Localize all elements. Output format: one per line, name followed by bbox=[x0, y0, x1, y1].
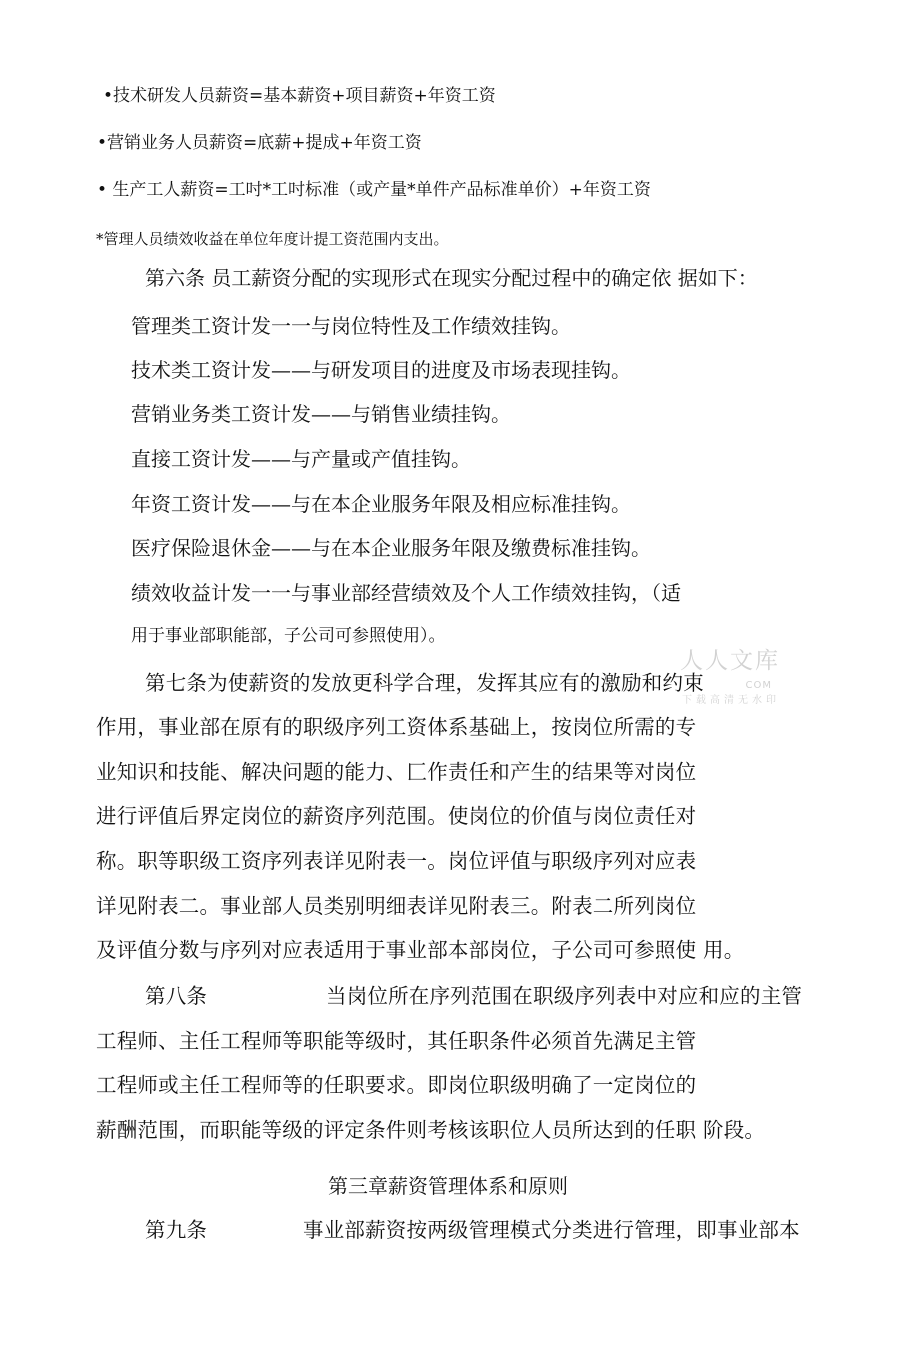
bullet-production-salary: • 生产工人薪资=工吋*工吋标准（或产量*单件产品标准单价）+年资工资 bbox=[97, 180, 651, 200]
bullet-sales-salary: •营销业务人员薪资=底薪+提成+年资工资 bbox=[97, 133, 422, 153]
article6-item: 直接工资计发——与产量或产值挂钩。 bbox=[131, 447, 471, 471]
article8-label: 第八条 bbox=[145, 984, 208, 1008]
article7-line: 作用，事业部在原有的职级序列工资体系基础上，按岗位所需的专 bbox=[96, 715, 697, 739]
article6-heading: 第六条 员工薪资分配的实现形式在现实分配过程中的确定依 据如下： bbox=[145, 266, 758, 290]
article8-line: 薪酬范围，而职能等级的评定条件则考核该职位人员所达到的任职 阶段。 bbox=[96, 1118, 766, 1142]
chapter3-title: 第三章薪资管理体系和原则 bbox=[328, 1174, 568, 1198]
article6-item: 管理类工资计发一一与岗位特性及工作绩效挂钩。 bbox=[131, 314, 571, 338]
article6-item: 绩效收益计发一一与事业部经营绩效及个人工作绩效挂钩，（适 bbox=[131, 581, 681, 605]
article6-item: 技术类工资计发——与研发项目的进度及市场表现挂钩。 bbox=[131, 358, 631, 382]
bullet-rd-salary: •技术研发人员薪资=基本薪资+项目薪资+年资工资 bbox=[103, 86, 496, 106]
article6-continuation: 用于事业部职能部，子公司可参照使用）。 bbox=[131, 626, 446, 646]
article8-line: 工程师或主任工程师等的任职要求。即岗位职级明确了一定岗位的 bbox=[96, 1073, 697, 1097]
article7-line: 第七条为使薪资的发放更科学合理，发挥其应有的激励和约束 bbox=[145, 671, 704, 695]
watermark-logo: 人人文库 COM 下载高清无水印 bbox=[680, 648, 780, 706]
management-note: *管理人员绩效收益在单位年度计提工资范围内支出。 bbox=[96, 230, 449, 248]
article8-line: 工程师、主任工程师等职能等级时，其任职条件必须首先满足主管 bbox=[96, 1029, 697, 1053]
article7-line: 业知识和技能、解决问题的能力、匚作责任和产生的结果等对岗位 bbox=[96, 760, 697, 784]
article7-line: 进行评值后界定岗位的薪资序列范围。使岗位的价值与岗位责任对 bbox=[96, 804, 697, 828]
article8-first-line: 当岗位所在序列范围在职级序列表中对应和应的主管 bbox=[326, 984, 803, 1008]
article9-label: 第九条 bbox=[145, 1218, 208, 1242]
article9-first-line: 事业部薪资按两级管理模式分类进行管理，即事业部本 bbox=[303, 1218, 800, 1242]
article6-item: 年资工资计发——与在本企业服务年限及相应标准挂钩。 bbox=[131, 492, 631, 516]
article7-line: 及评值分数与序列对应表适用于事业部本部岗位，子公司可参照使 用。 bbox=[96, 938, 745, 962]
article7-line: 详见附表二。事业部人员类别明细表详见附表三。附表二所列岗位 bbox=[96, 894, 697, 918]
article6-item: 营销业务类工资计发——与销售业绩挂钩。 bbox=[131, 402, 511, 426]
article7-line: 称。职等职级工资序列表详见附表一。岗位评值与职级序列对应表 bbox=[96, 849, 697, 873]
article6-item: 医疗保险退休金——与在本企业服务年限及缴费标准挂钩。 bbox=[131, 536, 651, 560]
